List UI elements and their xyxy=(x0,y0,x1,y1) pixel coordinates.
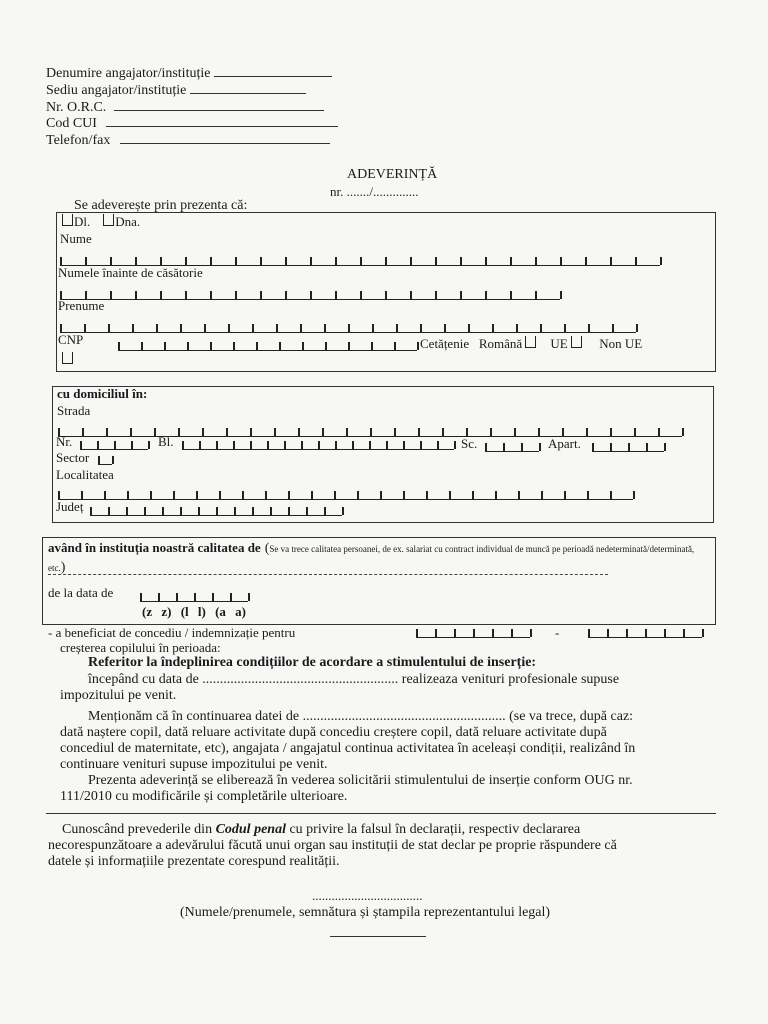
cell-tick xyxy=(194,593,196,601)
cell-tick xyxy=(518,491,520,499)
cell-tick xyxy=(110,257,112,265)
cell-tick xyxy=(265,491,267,499)
cell-tick xyxy=(468,324,470,332)
cell-tick xyxy=(135,257,137,265)
cell-tick xyxy=(370,428,372,436)
cell-tick xyxy=(503,443,505,451)
cell-tick xyxy=(82,428,84,436)
cell-tick xyxy=(473,629,475,637)
cell-tick xyxy=(248,593,250,601)
cell-tick xyxy=(276,324,278,332)
cell-tick xyxy=(180,324,182,332)
cell-tick xyxy=(85,257,87,265)
document-number: nr. ......./.............. xyxy=(330,184,419,199)
cell-tick xyxy=(250,428,252,436)
sc-cells[interactable] xyxy=(485,439,539,457)
cell-tick xyxy=(127,491,129,499)
cell-tick xyxy=(260,291,262,299)
cell-tick xyxy=(230,593,232,601)
cell-tick xyxy=(141,342,143,350)
cell-tick xyxy=(437,441,439,449)
cell-tick xyxy=(173,491,175,499)
cell-tick xyxy=(162,507,164,515)
cell-tick xyxy=(485,257,487,265)
cell-tick xyxy=(324,507,326,515)
cell-tick xyxy=(585,257,587,265)
cell-tick xyxy=(311,491,313,499)
cell-tick xyxy=(233,342,235,350)
document-title: ADEVERINȚĂ xyxy=(347,167,438,182)
period-start-cells[interactable] xyxy=(416,625,530,643)
phone-label: Telefon/fax xyxy=(46,131,330,149)
cell-tick xyxy=(106,428,108,436)
cell-tick xyxy=(683,629,685,637)
cell-tick xyxy=(485,291,487,299)
nume-label: Nume xyxy=(60,231,92,246)
cell-tick xyxy=(108,324,110,332)
cnp-label: CNP xyxy=(58,332,84,347)
cell-tick xyxy=(380,491,382,499)
cell-tick xyxy=(682,428,684,436)
cell-tick xyxy=(164,342,166,350)
cell-tick xyxy=(664,629,666,637)
quality-dash-line[interactable] xyxy=(48,574,608,575)
cell-tick xyxy=(396,324,398,332)
ue-checkbox[interactable] xyxy=(571,336,582,348)
citizenship-row: Cetățenie Română UE Non UE xyxy=(420,336,643,351)
cell-tick xyxy=(118,342,120,350)
cell-tick xyxy=(306,507,308,515)
cell-tick xyxy=(562,428,564,436)
cell-tick xyxy=(180,507,182,515)
cell-tick xyxy=(530,629,532,637)
cell-tick xyxy=(98,456,100,464)
cell-tick xyxy=(645,629,647,637)
cell-tick xyxy=(371,342,373,350)
cell-tick xyxy=(564,324,566,332)
cell-tick xyxy=(250,441,252,449)
cell-tick xyxy=(460,257,462,265)
cell-tick xyxy=(176,593,178,601)
cell-tick xyxy=(394,342,396,350)
cell-tick xyxy=(385,291,387,299)
para2-line-c: concediul de maternitate, etc), angajata / angajatul continua activitatea în aceleași condiții, realizând în xyxy=(60,741,636,756)
cell-tick xyxy=(131,441,133,449)
cell-tick xyxy=(335,441,337,449)
signature-dots[interactable]: .................................. xyxy=(312,888,423,903)
cell-tick xyxy=(628,443,630,451)
cell-tick xyxy=(300,324,302,332)
cell-tick xyxy=(288,491,290,499)
cell-tick xyxy=(84,324,86,332)
cell-tick xyxy=(81,491,83,499)
cell-tick xyxy=(324,324,326,332)
cell-tick xyxy=(335,257,337,265)
cell-tick xyxy=(664,443,666,451)
cell-tick xyxy=(386,441,388,449)
localitatea-label: Localitatea xyxy=(56,467,114,482)
cell-tick xyxy=(132,324,134,332)
cell-tick xyxy=(130,428,132,436)
cell-tick xyxy=(394,428,396,436)
cell-tick xyxy=(158,593,160,601)
cell-tick xyxy=(535,257,537,265)
cell-tick xyxy=(610,428,612,436)
cell-tick xyxy=(210,291,212,299)
para1-line-a: începând cu data de ........................................................ realizeaza venituri profesionale supuse xyxy=(88,672,620,687)
cell-tick xyxy=(420,324,422,332)
cell-tick xyxy=(360,291,362,299)
separator-line xyxy=(46,813,716,814)
cell-tick xyxy=(510,257,512,265)
cell-tick xyxy=(560,291,562,299)
cell-tick xyxy=(301,441,303,449)
signature-caption: (Numele/prenumele, semnătura și ștampila reprezentantului legal) xyxy=(180,905,551,920)
benefit-line-1: - a beneficiat de concediu / indemnizație pentru xyxy=(48,625,296,640)
cell-tick xyxy=(235,257,237,265)
cell-tick xyxy=(279,342,281,350)
cell-tick xyxy=(564,491,566,499)
cell-tick xyxy=(342,507,344,515)
cell-tick xyxy=(104,491,106,499)
orc-label: Nr. O.R.C. xyxy=(46,98,324,116)
nr-label: Nr. xyxy=(56,434,73,449)
cell-tick xyxy=(535,291,537,299)
cell-tick xyxy=(417,342,419,350)
cell-tick xyxy=(435,629,437,637)
cell-tick xyxy=(135,291,137,299)
cell-tick xyxy=(492,629,494,637)
cell-tick xyxy=(212,593,214,601)
cell-tick xyxy=(318,441,320,449)
cell-tick xyxy=(185,291,187,299)
period-dash: - xyxy=(555,625,560,640)
apart-cells[interactable] xyxy=(592,439,664,457)
cell-tick xyxy=(60,257,62,265)
sector-label: Sector xyxy=(56,450,90,465)
cell-tick xyxy=(626,629,628,637)
cell-tick xyxy=(234,507,236,515)
cell-tick xyxy=(260,257,262,265)
cell-tick xyxy=(510,291,512,299)
cell-tick xyxy=(242,491,244,499)
romana-checkbox[interactable] xyxy=(525,336,536,348)
cell-tick xyxy=(150,491,152,499)
signature-underline xyxy=(330,936,426,937)
cell-tick xyxy=(140,593,142,601)
cell-tick xyxy=(610,257,612,265)
cell-tick xyxy=(97,441,99,449)
cui-label: Cod CUI xyxy=(46,114,338,132)
cell-tick xyxy=(196,491,198,499)
cell-tick xyxy=(490,428,492,436)
cell-tick xyxy=(80,441,82,449)
cell-tick xyxy=(588,324,590,332)
cell-tick xyxy=(587,491,589,499)
para2-line-a: Menționăm că în continuarea datei de .......................................................... (se va trece, după caz: xyxy=(88,709,634,724)
cell-tick xyxy=(252,324,254,332)
cell-tick xyxy=(298,428,300,436)
cell-tick xyxy=(466,428,468,436)
cell-tick xyxy=(660,257,662,265)
date-hint: (z z) (l l) (a a) xyxy=(142,604,246,619)
maiden-name-label: Numele înainte de căsătorie xyxy=(58,265,203,280)
cell-tick xyxy=(410,291,412,299)
cell-tick xyxy=(420,441,422,449)
cell-tick xyxy=(492,324,494,332)
cell-tick xyxy=(449,491,451,499)
mr-checkbox[interactable] xyxy=(62,214,73,226)
para2-line-d: continuare venituri supuse impozitului pe venit. xyxy=(60,757,328,772)
cell-tick xyxy=(511,629,513,637)
cell-tick xyxy=(541,491,543,499)
cell-tick xyxy=(403,491,405,499)
cell-tick xyxy=(112,456,114,464)
cell-tick xyxy=(586,428,588,436)
mrs-checkbox[interactable] xyxy=(103,214,114,226)
strada-label: Strada xyxy=(57,403,91,418)
cell-tick xyxy=(110,291,112,299)
cell-tick xyxy=(540,324,542,332)
cell-tick xyxy=(514,428,516,436)
cell-tick xyxy=(58,491,60,499)
cell-tick xyxy=(610,443,612,451)
cell-tick xyxy=(442,428,444,436)
cell-tick xyxy=(495,491,497,499)
legal-line-2: necorespunzătoare a adevărului făcută unui organ sau instituții de stat declar pe proprie răspundere că xyxy=(48,838,617,853)
cell-tick xyxy=(60,324,62,332)
sc-label: Sc. xyxy=(461,436,478,451)
cell-tick xyxy=(210,257,212,265)
cell-tick xyxy=(160,291,162,299)
cell-tick xyxy=(228,324,230,332)
cell-tick xyxy=(472,491,474,499)
cell-tick xyxy=(607,629,609,637)
bl-cells[interactable] xyxy=(182,437,454,455)
cell-tick xyxy=(435,257,437,265)
cell-tick xyxy=(322,428,324,436)
employer-seat-label: Sediu angajator/instituție xyxy=(46,81,306,99)
cell-tick xyxy=(178,428,180,436)
cell-tick xyxy=(635,257,637,265)
para2-line-b: dată naștere copil, dată reluare activitate după concediu creștere copil, dată reluare activitate după xyxy=(60,725,607,740)
cell-tick xyxy=(154,428,156,436)
cell-tick xyxy=(538,428,540,436)
para1-line-b: impozitului pe venit. xyxy=(60,688,177,703)
cell-tick xyxy=(346,428,348,436)
quality-title-row: având în instituția noastră calitatea de (Se va trece calitatea persoanei, de ex. salariat cu contract individual de muncă pe perioadă nedeterminată/determinată, etc.) xyxy=(48,540,695,575)
bl-label: Bl. xyxy=(158,434,174,449)
apart-label: Apart. xyxy=(548,436,581,451)
cell-tick xyxy=(610,491,612,499)
cell-tick xyxy=(454,441,456,449)
cell-tick xyxy=(485,443,487,451)
cell-tick xyxy=(460,291,462,299)
cell-tick xyxy=(235,291,237,299)
cell-tick xyxy=(360,257,362,265)
cell-tick xyxy=(416,629,418,637)
cell-tick xyxy=(335,291,337,299)
cell-tick xyxy=(357,491,359,499)
maiden-name-cells[interactable] xyxy=(60,287,560,305)
cell-tick xyxy=(202,428,204,436)
cell-tick xyxy=(592,443,594,451)
cell-tick xyxy=(285,257,287,265)
cell-tick xyxy=(182,441,184,449)
cell-tick xyxy=(372,324,374,332)
section-title: Referitor la îndeplinirea condițiilor de acordare a stimulentului de inserție: xyxy=(88,655,537,670)
employer-name-label: Denumire angajator/instituție xyxy=(46,64,332,82)
nr-cells[interactable] xyxy=(80,437,148,455)
cell-tick xyxy=(348,324,350,332)
cell-tick xyxy=(233,441,235,449)
cell-tick xyxy=(310,291,312,299)
cell-tick xyxy=(302,342,304,350)
para3-line-a: Prezenta adeverință se eliberează în vederea solicitării stimulentului de inserție conform OUG nr. xyxy=(88,773,633,788)
cell-tick xyxy=(426,491,428,499)
cell-tick xyxy=(90,507,92,515)
date-label: de la data de xyxy=(48,585,114,600)
title-selector: Dl. Dna. xyxy=(62,214,140,230)
cell-tick xyxy=(702,629,704,637)
cell-tick xyxy=(274,428,276,436)
cell-tick xyxy=(310,257,312,265)
period-end-cells[interactable] xyxy=(588,625,702,643)
cell-tick xyxy=(516,324,518,332)
cell-tick xyxy=(658,428,660,436)
cell-tick xyxy=(219,491,221,499)
cell-tick xyxy=(114,441,116,449)
cell-tick xyxy=(403,441,405,449)
judet-cells[interactable] xyxy=(90,503,342,521)
cell-tick xyxy=(352,441,354,449)
cell-tick xyxy=(216,441,218,449)
prenume-label: Prenume xyxy=(58,298,105,313)
cell-tick xyxy=(108,507,110,515)
cell-tick xyxy=(187,342,189,350)
address-title: cu domiciliul în: xyxy=(57,386,148,401)
cell-tick xyxy=(633,491,635,499)
legal-line-3: datele și informațiile prezentate corespund realității. xyxy=(48,854,340,869)
cell-tick xyxy=(160,257,162,265)
cell-tick xyxy=(521,443,523,451)
cell-tick xyxy=(267,441,269,449)
cell-tick xyxy=(636,324,638,332)
cell-tick xyxy=(185,257,187,265)
cell-tick xyxy=(156,324,158,332)
cell-tick xyxy=(385,257,387,265)
cell-tick xyxy=(612,324,614,332)
cell-tick xyxy=(252,507,254,515)
cell-tick xyxy=(126,507,128,515)
judet-label: Județ xyxy=(56,499,84,514)
cell-tick xyxy=(199,441,201,449)
cell-tick xyxy=(444,324,446,332)
cell-tick xyxy=(348,342,350,350)
para3-line-b: 111/2010 cu modificările și completările ulterioare. xyxy=(60,789,348,804)
cell-tick xyxy=(418,428,420,436)
intro-text: Se adeverește prin prezenta că: xyxy=(74,198,248,213)
cell-tick xyxy=(216,507,218,515)
cell-tick xyxy=(285,291,287,299)
cell-tick xyxy=(210,342,212,350)
cell-tick xyxy=(284,441,286,449)
cell-tick xyxy=(270,507,272,515)
cell-tick xyxy=(148,441,150,449)
cell-tick xyxy=(198,507,200,515)
cell-tick xyxy=(369,441,371,449)
cell-tick xyxy=(325,342,327,350)
cell-tick xyxy=(204,324,206,332)
cell-tick xyxy=(144,507,146,515)
cell-tick xyxy=(560,257,562,265)
cell-tick xyxy=(646,443,648,451)
cell-tick xyxy=(288,507,290,515)
cell-tick xyxy=(539,443,541,451)
legal-line-1: Cunoscând prevederile din Codul penal cu privire la falsul în declarații, respectiv declararea xyxy=(62,822,581,837)
cell-tick xyxy=(334,491,336,499)
non-ue-checkbox[interactable] xyxy=(62,351,74,369)
cell-tick xyxy=(588,629,590,637)
benefit-line-2: creșterea copilului în perioada: xyxy=(60,640,221,655)
cell-tick xyxy=(256,342,258,350)
cell-tick xyxy=(435,291,437,299)
cell-tick xyxy=(410,257,412,265)
cell-tick xyxy=(226,428,228,436)
cnp-cells[interactable] xyxy=(118,338,417,356)
cell-tick xyxy=(454,629,456,637)
cell-tick xyxy=(634,428,636,436)
